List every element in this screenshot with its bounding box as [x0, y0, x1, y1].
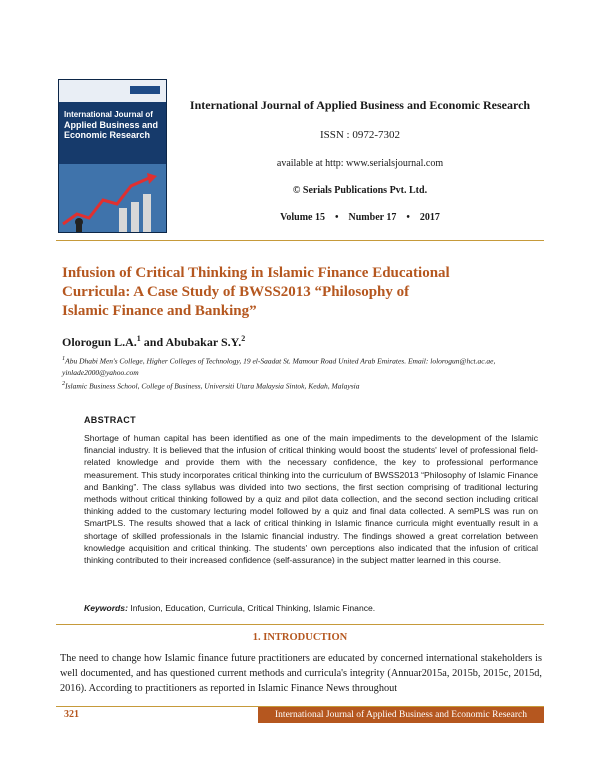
author-1-sup: 1	[136, 334, 141, 343]
introduction-text: The need to change how Islamic finance future practitioners are educated by concerned international stakeholders is well documented, and has questioned current methods and curricula's integrity (Annuar2015a, 2015b, 2015c, 2015d, 2016). According to practitioners as reported in Islamic Finance News throughout	[60, 653, 542, 694]
volume: Volume 15	[280, 212, 325, 223]
keywords-list: Infusion, Education, Curricula, Critical Thinking, Islamic Finance.	[127, 603, 376, 613]
abstract-heading: ABSTRACT	[84, 415, 136, 425]
number: Number 17	[348, 212, 397, 223]
separator-dot: •	[335, 212, 339, 223]
affiliation-1-text: Abu Dhabi Men's College, Higher Colleges of Technology, 19 el-Saadat St. Mamour Road United Arab Emirates. Email: lolorogun@hct.ac.ae, yinlade2000@yahoo.com	[62, 356, 496, 377]
cover-title	[64, 110, 162, 140]
section-heading-introduction: 1. INTRODUCTION	[252, 632, 348, 643]
header-divider	[56, 240, 544, 241]
footer-journal-name: International Journal of Applied Business and Economic Research	[258, 707, 544, 723]
separator-dot: •	[406, 212, 410, 223]
cover-title-line1: International Journal of	[64, 110, 153, 119]
affiliation-2	[62, 378, 542, 392]
affiliation-1-sup: 1	[62, 355, 66, 362]
affiliation-1	[62, 353, 542, 378]
availability-link[interactable]: available at http: www.serialsjournal.com	[276, 158, 444, 169]
authors	[62, 334, 245, 350]
affiliation-2-sup: 2	[62, 380, 66, 387]
author-2: Abubakar S.Y.	[165, 335, 242, 349]
journal-cover-image	[58, 79, 167, 233]
abstract-text: Shortage of human capital has been identified as one of the main impediments to the development of the Islamic financial industry. It is believed that the infusion of critical thinking would boost the students' level of professional field-related knowledge and provide them with the necessary confidence, the key to professional performance measurement. This study incorporates critical thinking into the curriculum of BWSS2013 “Philosophy of Islamic Finance and Banking”. The class syllabus was divided into two sections, the first section comprising of traditional lecturing methods without critical thinking followed by a quiz and pilot data collection, and the second section including critical thinking added to the customary lecturing model followed by a quiz and final data collected. A semPLS was run on SmartPLS. The results showed that a lack of critical thinking in Islamic finance curricula might eventually result in a shortage of skilled professionals in the Islamic financial industry. The findings showed a great correlation between knowledge acquisition and critical thinking. The students' own perceptions also indicated that the infusion of critical thinking contributed to their increased confidence (self-assurance) in the subject matter learned in this course.	[84, 433, 538, 566]
affiliation-2-text: Islamic Business School, College of Business, Universiti Utara Malaysia Sintok, Kedah, Malaysia	[65, 381, 360, 391]
article-title-line3: Islamic Finance and Banking”	[62, 303, 257, 319]
keywords	[84, 603, 538, 613]
author-1: Olorogun L.A.	[62, 335, 137, 349]
keywords-label: Keywords:	[84, 603, 128, 613]
cover-badge	[130, 86, 160, 94]
cover-top-bar	[59, 80, 166, 102]
journal-name: International Journal of Applied Business and Economic Research	[189, 98, 531, 112]
issn: ISSN : 0972-7302	[319, 129, 401, 141]
cover-graph-art	[59, 164, 166, 232]
volume-info	[170, 212, 550, 223]
abstract-divider	[56, 624, 544, 625]
copyright: © Serials Publications Pvt. Ltd.	[292, 185, 428, 196]
article-title-line1: Infusion of Critical Thinking in Islamic Finance Educational	[62, 265, 450, 281]
author-2-sup: 2	[241, 334, 246, 343]
author-conjunction: and	[140, 335, 166, 349]
page-number: 321	[64, 709, 79, 720]
article-title	[62, 264, 532, 321]
cover-title-line2: Applied Business and	[64, 120, 159, 130]
article-title-line2: Curricula: A Case Study of BWSS2013 “Philosophy of	[62, 284, 410, 300]
year: 2017	[419, 212, 440, 223]
cover-title-line3: Economic Research	[64, 130, 151, 140]
